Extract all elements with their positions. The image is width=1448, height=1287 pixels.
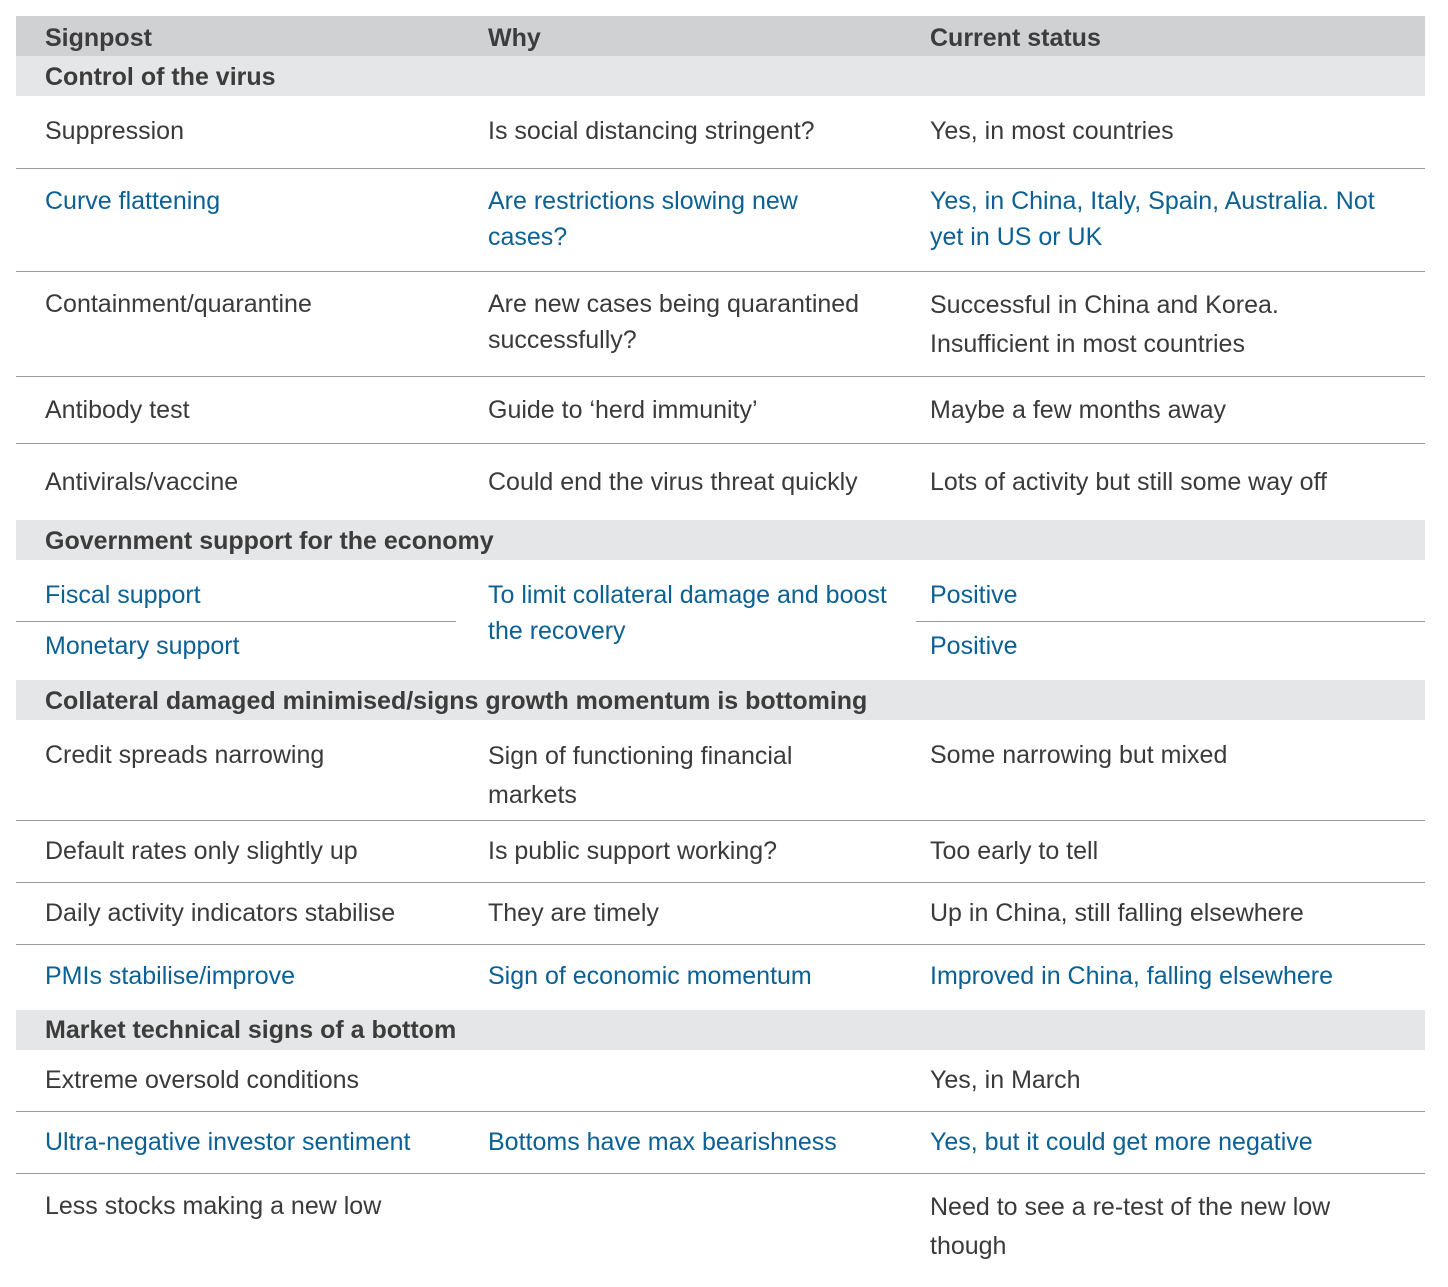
why-cell: Are restrictions slowing new cases? bbox=[488, 187, 798, 251]
signpost-cell: Monetary support bbox=[45, 632, 240, 660]
table-row bbox=[16, 169, 1425, 271]
table-row bbox=[16, 883, 1425, 944]
header-status: Current status bbox=[930, 24, 1101, 52]
signpost-cell: Default rates only slightly up bbox=[45, 837, 358, 865]
status-cell: Lots of activity but still some way off bbox=[930, 468, 1327, 496]
section-title: Control of the virus bbox=[45, 63, 276, 91]
why-cell: Is public support working? bbox=[488, 837, 778, 865]
why-cell: Sign of economic momentum bbox=[488, 962, 812, 990]
signpost-cell: Ultra-negative investor sentiment bbox=[45, 1128, 411, 1156]
table-row bbox=[16, 821, 1425, 882]
status-cell: Too early to tell bbox=[930, 837, 1099, 865]
section-header bbox=[16, 56, 1425, 96]
section-title: Market technical signs of a bottom bbox=[45, 1016, 457, 1044]
status-cell: Improved in China, falling elsewhere bbox=[930, 962, 1333, 990]
section-header bbox=[16, 520, 1425, 560]
table-row bbox=[16, 622, 1425, 680]
table-row bbox=[16, 272, 1425, 376]
why-cell: Guide to ‘herd immunity’ bbox=[488, 396, 758, 424]
table-row bbox=[16, 1112, 1425, 1173]
status-cell: Some narrowing but mixed bbox=[930, 741, 1228, 769]
section-title: Collateral damaged minimised/signs growth momentum is bottoming bbox=[45, 687, 868, 715]
table-row bbox=[16, 377, 1425, 443]
section-header bbox=[16, 1010, 1425, 1050]
table-row bbox=[16, 1174, 1425, 1274]
signpost-cell: Antibody test bbox=[45, 396, 190, 424]
status-cell: Positive bbox=[930, 581, 1018, 609]
why-cell: They are timely bbox=[488, 899, 659, 927]
signpost-cell: Containment/quarantine bbox=[45, 290, 312, 318]
section-title: Government support for the economy bbox=[45, 527, 494, 555]
status-cell: Need to see a re-test of the new low though bbox=[930, 1193, 1331, 1260]
signpost-cell: Extreme oversold conditions bbox=[45, 1066, 360, 1094]
why-cell: Is social distancing stringent? bbox=[488, 117, 815, 145]
signpost-cell: Fiscal support bbox=[45, 581, 201, 609]
why-cell: To limit collateral damage and boost the recovery bbox=[488, 581, 887, 645]
why-cell: Sign of functioning financial markets bbox=[488, 742, 793, 809]
status-cell: Yes, but it could get more negative bbox=[930, 1128, 1313, 1156]
status-cell: Yes, in most countries bbox=[930, 117, 1174, 145]
signpost-cell: Antivirals/vaccine bbox=[45, 468, 239, 496]
signpost-cell: Suppression bbox=[45, 117, 184, 145]
status-cell: Positive bbox=[930, 632, 1018, 660]
why-cell: Bottoms have max bearishness bbox=[488, 1128, 837, 1156]
status-cell: Yes, in March bbox=[930, 1066, 1081, 1094]
signpost-cell: Credit spreads narrowing bbox=[45, 741, 325, 769]
signpost-cell: Less stocks making a new low bbox=[45, 1192, 382, 1220]
status-cell: Successful in China and Korea. Insufficient in most countries bbox=[930, 291, 1279, 358]
table-row bbox=[16, 96, 1425, 168]
signpost-cell: Daily activity indicators stabilise bbox=[45, 899, 396, 927]
section-header bbox=[16, 680, 1425, 720]
header-signpost: Signpost bbox=[45, 24, 152, 52]
status-cell: Up in China, still falling elsewhere bbox=[930, 899, 1304, 927]
signpost-cell: PMIs stabilise/improve bbox=[45, 962, 296, 990]
table-row bbox=[16, 1050, 1425, 1111]
status-cell: Maybe a few months away bbox=[930, 396, 1226, 424]
status-cell: Yes, in China, Italy, Spain, Australia. Not yet in US or UK bbox=[930, 187, 1375, 251]
why-cell: Could end the virus threat quickly bbox=[488, 468, 858, 496]
table-header bbox=[16, 16, 1425, 56]
table-row bbox=[16, 444, 1425, 520]
signpost-cell: Curve flattening bbox=[45, 187, 221, 215]
table-row bbox=[16, 560, 1425, 645]
why-cell: Are new cases being quarantined successfully? bbox=[488, 290, 860, 354]
table-row bbox=[16, 720, 1425, 820]
table-row bbox=[16, 945, 1425, 1010]
header-why: Why bbox=[488, 24, 541, 52]
